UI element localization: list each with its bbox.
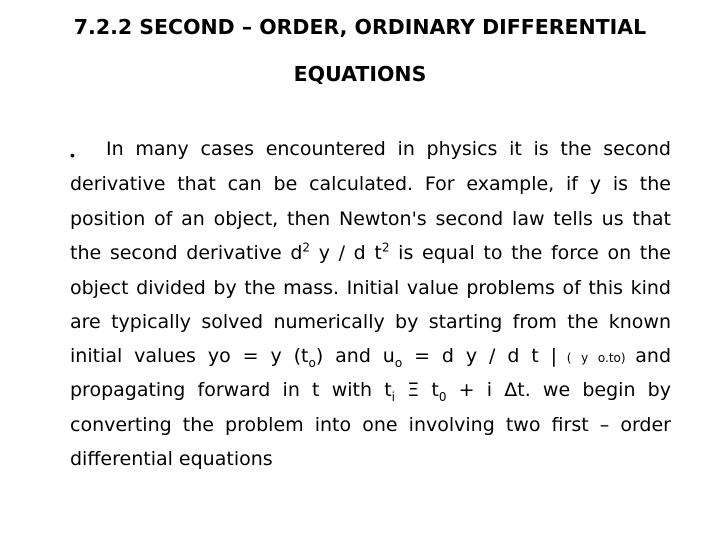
- subscript: o: [394, 355, 403, 370]
- paragraph-line-7: [70, 347, 671, 371]
- paragraph-line-9: converting the problem into one involving two first – order: [70, 414, 671, 436]
- text-fragment: y / d t: [310, 242, 382, 264]
- subscript: 0: [438, 389, 447, 404]
- paragraph-line-2: derivative that can be calculated. For example, if y is the: [70, 173, 671, 195]
- text-fragment: the second derivative d: [70, 242, 303, 264]
- superscript: 2: [381, 240, 390, 255]
- superscript: 2: [302, 240, 311, 255]
- paragraph-line-4: [70, 240, 671, 268]
- evaluation-condition: ( y o.to): [557, 351, 636, 365]
- text-fragment: Ξ t: [395, 379, 439, 401]
- slide-title-line-2: EQUATIONS: [293, 62, 427, 86]
- paragraph-line-3: position of an object, then Newton's second law tells us that: [70, 208, 671, 230]
- paragraph-line-1: In many cases encountered in physics it is the second: [106, 138, 671, 160]
- evaluation-bar: |: [550, 345, 558, 367]
- subscript: i: [391, 389, 395, 404]
- text-fragment: initial values yo = y (t: [70, 345, 309, 367]
- paragraph-line-10: differential equations: [70, 448, 273, 470]
- slide-title-line-1: 7.2.2 SECOND – ORDER, ORDINARY DIFFERENTIAL: [73, 15, 647, 39]
- text-fragment: propagating forward in t with t: [70, 379, 392, 401]
- text-fragment: = d y / d t: [402, 345, 551, 367]
- text-fragment: is equal to the force on the: [389, 242, 671, 264]
- bullet-icon: •: [70, 147, 75, 163]
- paragraph-line-6: are typically solved numerically by starting from the known: [70, 311, 671, 333]
- text-fragment: ) and u: [315, 345, 395, 367]
- text-fragment: and: [635, 345, 672, 367]
- subscript: o: [308, 355, 316, 370]
- paragraph-line-5: object divided by the mass. Initial value problems of this kind: [70, 277, 671, 299]
- paragraph-line-8: [70, 381, 671, 405]
- text-fragment: + i Δt. we begin by: [446, 379, 671, 401]
